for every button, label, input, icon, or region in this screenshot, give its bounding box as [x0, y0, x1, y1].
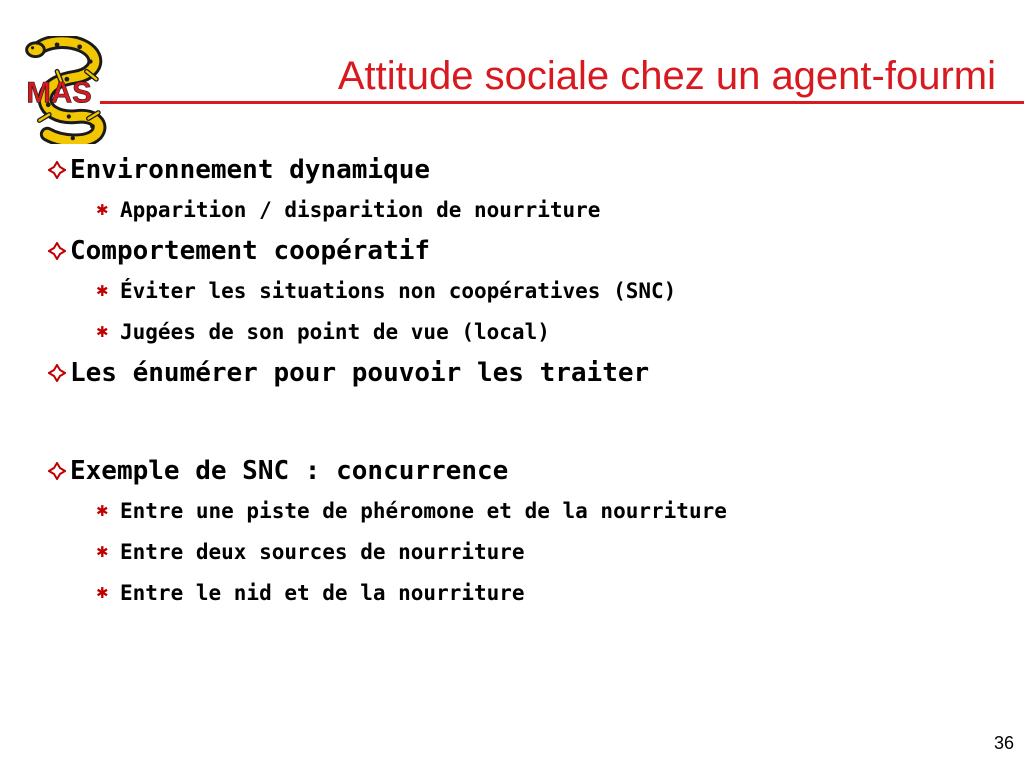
bullet-text: Comportement coopératif [70, 236, 431, 266]
sub-bullet-text: Entre le nid et de la nourriture [120, 581, 525, 605]
slide-title: Attitude sociale chez un agent-fourmi [337, 54, 996, 98]
diamond-bullet-icon [48, 451, 70, 491]
bullet-text: Exemple de SNC : concurrence [70, 456, 509, 486]
diamond-bullet-icon [48, 353, 70, 393]
bullet-item [48, 231, 988, 271]
star-bullet-icon: ✱ [96, 282, 109, 300]
page-number: 36 [993, 733, 1014, 753]
sub-bullet-item [48, 491, 988, 532]
diamond-bullet-icon [48, 231, 70, 271]
sub-bullet-text: Jugées de son point de vue (local) [120, 320, 550, 344]
bullet-list [48, 150, 988, 614]
sub-bullet-item [48, 573, 988, 614]
sub-bullet-item [48, 271, 988, 312]
bullet-item [48, 150, 988, 190]
sub-bullet-text: Entre deux sources de nourriture [120, 540, 525, 564]
bullet-text: Environnement dynamique [70, 155, 431, 185]
star-bullet-icon: ✱ [96, 201, 109, 219]
sub-bullet-text: Apparition / disparition de nourriture [120, 198, 601, 222]
star-bullet-icon: ✱ [96, 543, 109, 561]
sub-bullet-text: Entre une piste de phéromone et de la nourriture [120, 499, 727, 523]
sub-bullet-text: Éviter les situations non coopératives (SNC) [120, 279, 677, 303]
star-bullet-icon: ✱ [96, 502, 109, 520]
sub-bullet-item [48, 190, 988, 231]
bullet-item [48, 451, 988, 491]
diamond-bullet-icon [48, 150, 70, 190]
star-bullet-icon: ✱ [96, 323, 109, 341]
star-bullet-icon: ✱ [96, 584, 109, 602]
bullet-item [48, 353, 988, 393]
title-underline [100, 101, 1024, 104]
mas-salamander-logo [2, 36, 120, 144]
sub-bullet-item [48, 312, 988, 353]
logo-text: MAS [26, 76, 92, 110]
sub-bullet-item [48, 532, 988, 573]
list-spacer [48, 393, 988, 451]
bullet-text: Les énumérer pour pouvoir les traiter [70, 358, 650, 388]
